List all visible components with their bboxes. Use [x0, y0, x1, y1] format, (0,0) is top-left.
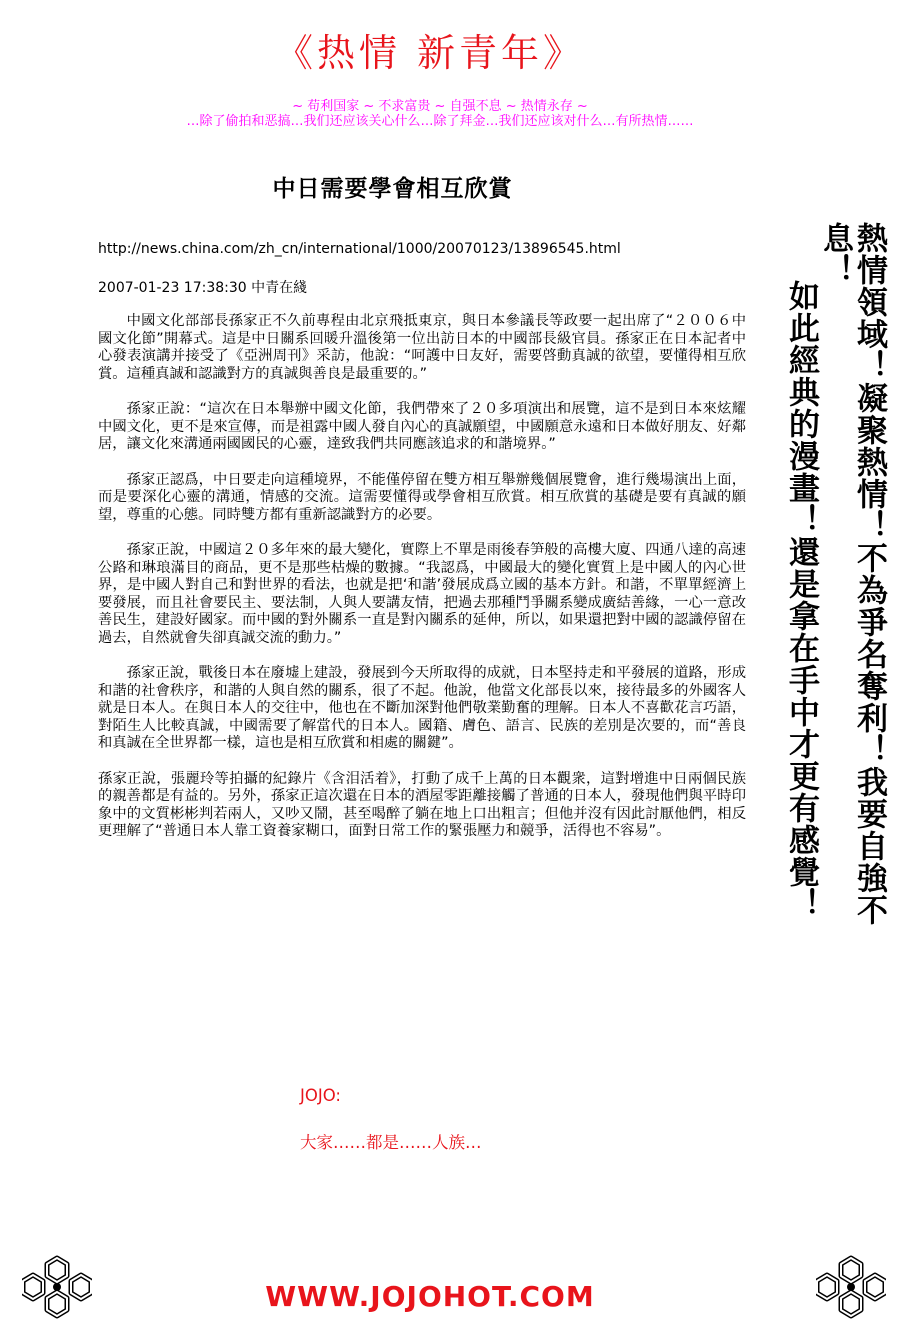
vertical-slogan-line-2: 如此經典的漫畫！還是拿在手中才更有感覺！ [783, 280, 819, 920]
comment-author: JOJO: [300, 1086, 341, 1105]
article-title: 中日需要學會相互欣賞 [272, 176, 513, 202]
comment-text: 大家……都是……人族… [300, 1133, 482, 1152]
source-url[interactable]: http://news.china.com/zh_cn/international/1000/20070123/13896545.html [98, 241, 621, 257]
article-paragraph: 孫家正說，戰後日本在廢墟上建設，發展到今天所取得的成就，日本堅持走和平發展的道路，形成和諧的社會秩序，和諧的人與自然的關系，很了不起。他說，他當文化部長以來，接待最多的外國客人就是日本人。在與日本人的交往中，他也在不斷加深對他們敬業勤奮的理解。日本人不喜歡花言巧語，對陌生人比較真誠，中國需要了解當代的日本人。國籍、膚色、語言、民族的差別是次要的，而“善良和真誠在全世界都一樣，這也是相互欣賞和相處的關鍵”。 [98, 665, 746, 751]
dateline: 2007-01-23 17:38:30 中青在綫 [98, 280, 308, 296]
article-paragraph: 孫家正認爲，中日要走向這種境界，不能僅停留在雙方相互舉辦幾個展覽會，進行幾場演出上面，而是要深化心靈的溝通，情感的交流。這需要懂得或學會相互欣賞。相互欣賞的基礎是要有真誠的願望，尊重的心態。同時雙方都有重新認識對方的必要。 [98, 471, 746, 523]
footer-site-link[interactable]: WWW.JOJOHOT.COM [265, 1280, 595, 1313]
brand-title: 《热情 新青年》 [274, 31, 586, 75]
article-body [98, 313, 746, 859]
article-paragraph: 中國文化部部長孫家正不久前專程由北京飛抵東京，與日本參議長等政要一起出席了“２００６中國文化節”開幕式。這是中日關系回暖升溫後第一位出訪日本的中國部長級官員。孫家正在日本記者中心發表演講并接受了《亞洲周刊》采訪，他說：“呵護中日友好，需要啓動真誠的欲望，要懂得相互欣賞。這種真誠和認識對方的真誠與善良是最重要的。” [98, 313, 746, 382]
slogan-line-1: ~ 苟利国家 ~ 不求富贵 ~ 自强不息 ~ 热情永存 ~ [292, 99, 588, 114]
article-paragraph: 孫家正說，中國這２０多年來的最大變化，實際上不單是雨後春笋般的高樓大廈、四通八達的高速公路和琳琅滿目的商品，更不是那些枯燥的數據。“我認爲，中國最大的變化實質上是中國人的內心世界，是中國人對自己和對世界的看法，也就是把‘和諧’發展成爲立國的基本方針。和諧，不單單經濟上要發展，而且社會要民主、要法制，人與人要講友情，把過去那種鬥爭關系變成廣結善緣，一心一意改善民生，建設好國家。而中國的對外關系一直是對內關系的延伸，所以，如果還把對中國的認識停留在過去，自然就會失卻真誠交流的動力。” [98, 542, 746, 646]
article-paragraph: 孫家正說，張麗玲等拍攝的紀錄片《含泪活着》，打動了成千上萬的日本觀衆，這對增進中日兩個民族的親善都是有益的。另外，孫家正這次還在日本的酒屋零距離接觸了普通的日本人，發現他們與平時印象中的文質彬彬判若兩人，又吵又鬧，甚至喝醉了躺在地上口出粗言；但他并沒有因此討厭他們，相反更理解了“普通日本人靠工資養家糊口，面對日常工作的緊張壓力和競爭，活得也不容易”。 [98, 770, 746, 839]
vertical-slogan-line-1: 熱情領域！凝聚熱情！不為爭名奪利！我要自強不息！ [817, 222, 887, 926]
vertical-slogan [784, 222, 886, 962]
slogan-line-2: …除了偷拍和恶搞…我们还应该关心什么…除了拜金…我们还应该对什么…有所热情…… [186, 114, 694, 129]
article-paragraph: 孫家正說：“這次在日本舉辦中國文化節，我們帶來了２０多項演出和展覽，這不是到日本來炫耀中國文化，更不是來宣傳，而是祖露中國人發自內心的真誠願望，中國願意永遠和日本做好朋友、好鄰居，讓文化來溝通兩國國民的心靈，達致我們共同應該追求的和諧境界。” [98, 401, 746, 452]
